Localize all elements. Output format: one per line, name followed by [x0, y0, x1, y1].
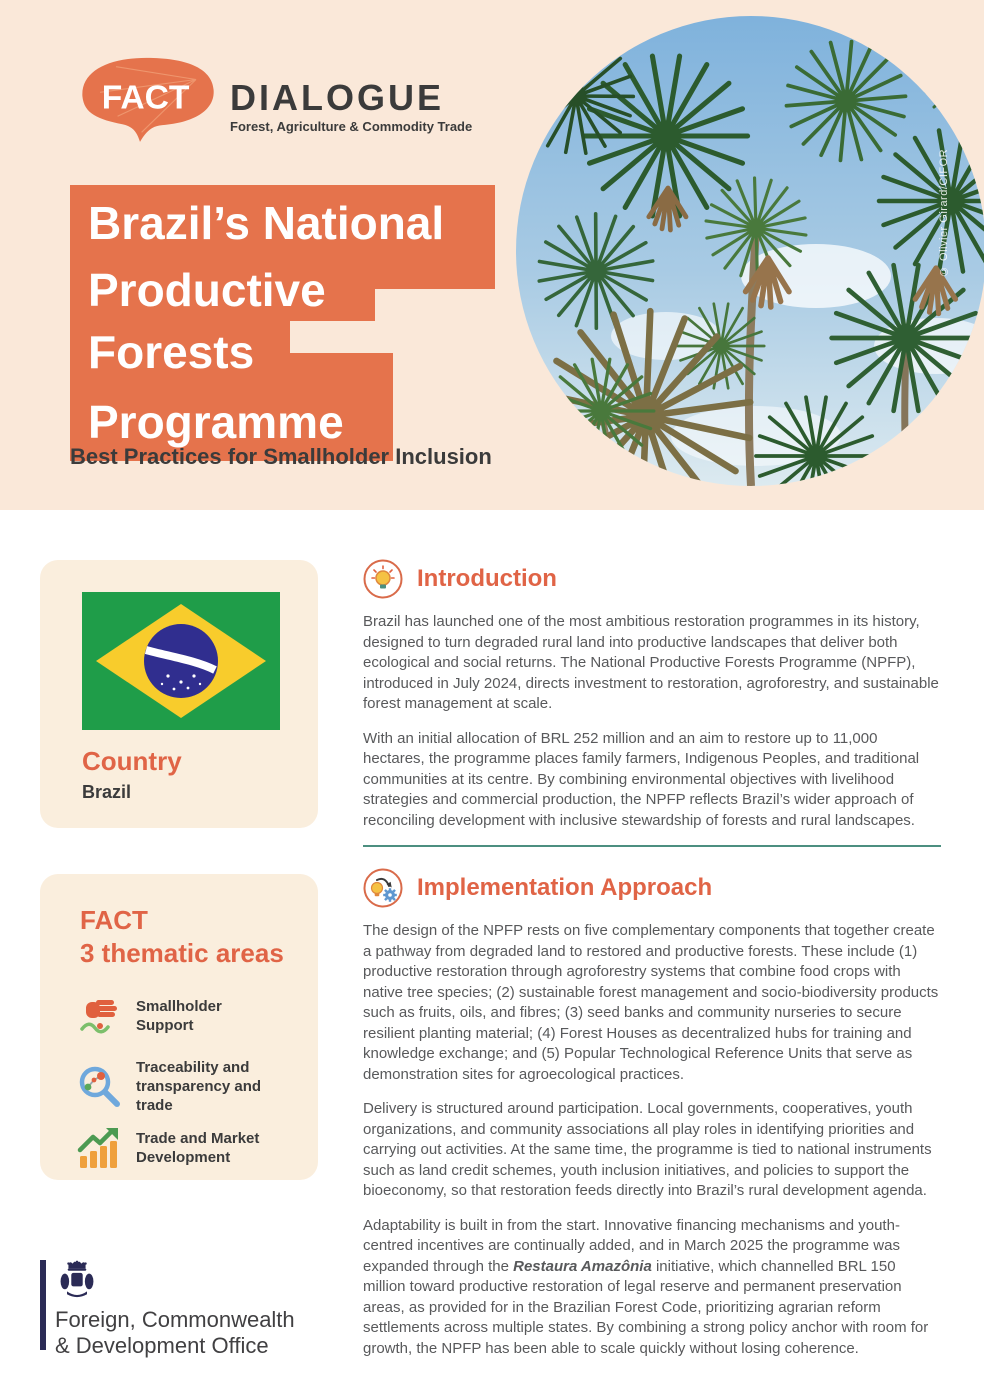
theme-item-smallholder — [76, 992, 296, 1040]
impl-paragraph-1: The design of the NPFP rests on five complementary components that together create a pathway from degraded land to restored and productive forests. These include (1) productive restoration through agroforestry systems that combine food crops with native tree species; (2) sustainable forest management and socio-biodiversity products such as fruits, oils, and fibres; (3) seed banks and community nurseries to secure resilient planting material; (4) Forest Houses as decentralized hubs for training and knowledge exchange; and (5) Popular Technological Reference Units that serve as demonstration sites for agroecological practices. — [363, 922, 939, 1083]
country-card — [40, 560, 318, 828]
theme-label — [136, 1129, 259, 1167]
thematic-title-line-2: 3 thematic areas — [80, 938, 284, 968]
trade-market-icon — [76, 1124, 124, 1172]
fact-leaf-icon — [68, 52, 220, 147]
smallholder-support-icon — [76, 992, 124, 1040]
impl-p3-post: initiative, which channelled BRL 150 million toward productive restoration of legal reserve and permanent preservation areas, as provided for in the Brazilian Forest Code, prioritizing agrarian reform settlements across multiple states. By combining a strong policy anchor with room for growth, the NPFP has been able to scale quickly without losing coherence. — [363, 1257, 929, 1357]
page-subtitle: Best Practices for Smallholder Inclusion — [70, 444, 492, 469]
country-value: Brazil — [82, 782, 132, 802]
implementation-heading — [363, 867, 941, 909]
title-line-2: Productive — [88, 264, 326, 316]
impl-p3-italic: Restaura Amazônia — [513, 1257, 652, 1275]
theme-label-line1: Traceability and — [136, 1059, 250, 1076]
theme-label — [136, 1058, 296, 1115]
logo-tagline: Forest, Agriculture & Commodity Trade — [230, 118, 473, 134]
brazil-flag — [82, 592, 280, 730]
fcdo-org-name — [55, 1307, 295, 1359]
impl-p3-pre: Adaptability is built in from the start. Innovative financing mechanisms and youth-centred incentives are continually added, and in March 2025 the programme was expanded through the — [363, 1216, 900, 1275]
intro-paragraph-2: With an initial allocation of BRL 252 million and an aim to restore up to 11,000 hectares, the programme places family farmers, Indigenous Peoples, and traditional communities at its centre. By combining environmental objectives with livelihood strategies and commercial production, the NPFP reflects Brazil’s wider approach of reconciling development with inclusive stewardship of forests and rural landscapes. — [363, 729, 920, 829]
forest-photo — [516, 16, 984, 486]
fcdo-org-line1: Foreign, Commonwealth — [55, 1307, 295, 1332]
logo-dialogue-text: DIALOGUE — [230, 76, 445, 118]
intro-paragraph-1: Brazil has launched one of the most ambitious restoration programmes in its history, designed to turn degraded rural land into productive landscapes that deliver both ecological and social returns. The National Productive Forests Programme (NPFP), introduced in July 2024, directs investment to restoration, agroforestry, and sustainable forest management at scale. — [363, 613, 939, 712]
title-bar-step-1 — [375, 259, 495, 289]
fcdo-body — [55, 1260, 295, 1359]
traceability-icon — [76, 1063, 124, 1111]
photo-credit: © Olivier Girard/CIFOR — [938, 148, 950, 277]
fcdo-org-line2: & Development Office — [55, 1333, 269, 1358]
section-title: Implementation Approach — [417, 874, 713, 901]
lightbulb-icon — [363, 559, 403, 599]
title-line-4: Programme — [88, 396, 344, 448]
logo-fact-text: FACT — [101, 79, 190, 117]
title-line-1: Brazil’s National — [88, 197, 445, 249]
forest-photo-illustration — [516, 16, 984, 486]
theme-label-line1: Trade and Market — [136, 1130, 260, 1147]
theme-label-line1: Smallholder — [136, 998, 222, 1015]
royal-crest-icon — [55, 1260, 99, 1300]
thematic-areas-card — [40, 874, 318, 1180]
impl-paragraph-3 — [363, 1216, 941, 1360]
thematic-title-line-1: FACT — [80, 905, 148, 935]
bulb-gear-icon — [363, 868, 403, 908]
fact-dialogue-logo — [68, 52, 472, 147]
theme-label — [136, 997, 222, 1035]
introduction-heading — [363, 558, 941, 600]
theme-label-line2: Support — [136, 1017, 194, 1034]
theme-label-line2: Development — [136, 1149, 231, 1166]
country-label: Country — [82, 746, 182, 776]
header — [0, 0, 984, 510]
title-bar-step-2 — [290, 353, 393, 383]
fcdo-bar — [40, 1260, 46, 1350]
page-title — [70, 185, 500, 463]
theme-item-traceability — [76, 1058, 296, 1115]
theme-item-trade-market — [76, 1124, 296, 1172]
impl-paragraph-2: Delivery is structured around participation. Local governments, cooperatives, youth organizations, and community associations all play roles in identifying priorities and carrying out activities. At the same time, the programme is tied to national instruments such as land credit schemes, youth inclusion initiatives, and policies to support the bioeconomy, so that restoration feeds directly into Brazil’s rural development agenda. — [363, 1100, 932, 1199]
section-divider — [363, 845, 941, 847]
main-content — [363, 558, 941, 1373]
theme-label-line2: transparency and trade — [136, 1078, 262, 1114]
logo-wordmark — [230, 66, 472, 134]
thematic-card-title — [80, 904, 284, 970]
section-title: Introduction — [417, 565, 557, 592]
fcdo-logo — [40, 1260, 295, 1359]
title-line-3: Forests — [88, 326, 255, 378]
